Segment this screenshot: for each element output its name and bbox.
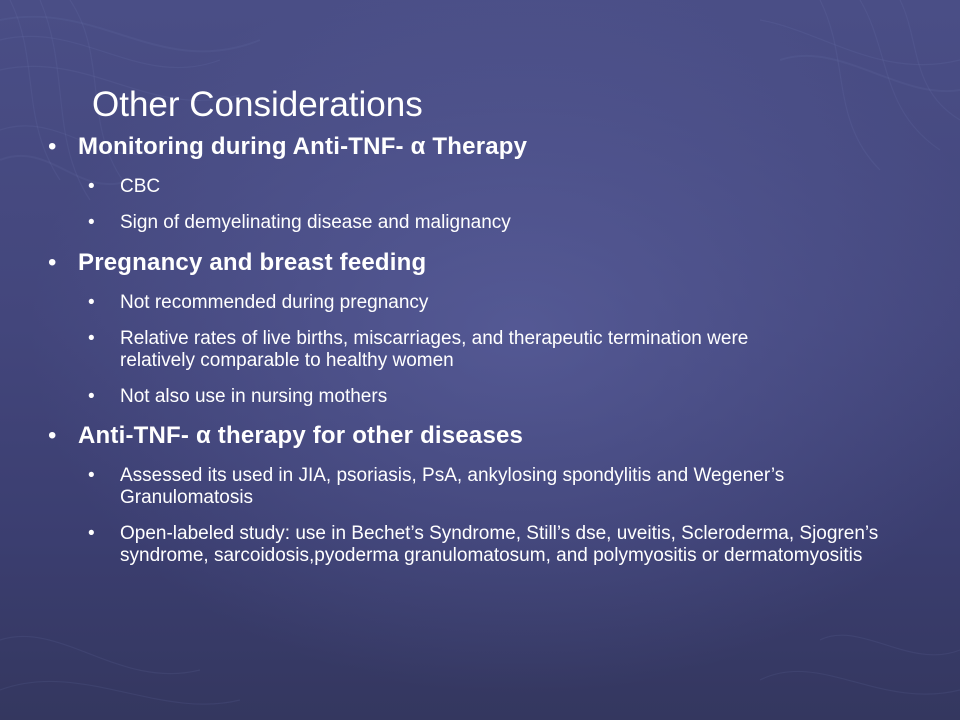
list-item-text: Not recommended during pregnancy [120,292,429,313]
list-item [48,328,908,372]
bullet-icon: • [48,249,57,276]
bullet-icon: • [88,176,95,197]
list-item-text: Sign of demyelinating disease and malignancy [120,212,511,233]
list-item [48,386,908,408]
slide-title: Other Considerations [92,85,423,124]
list-item [48,523,908,567]
list-item-text: Relative rates of live births, miscarriages, and therapeutic termination were relatively comparable to healthy women [120,328,749,371]
list-item [48,176,908,198]
bullet-icon: • [88,523,95,544]
bullet-icon: • [48,133,57,160]
bullet-icon: • [48,422,57,449]
list-item [48,465,908,509]
list-item-text: Assessed its used in JIA, psoriasis, PsA, ankylosing spondylitis and Wegener’s Granulomatosis [120,465,785,508]
list-item-text: Open-labeled study: use in Bechet’s Syndrome, Still’s dse, uveitis, Scleroderma, Sjogren’s syndrome, sarcoidosis,pyoderma granulomatosum, and polymyositis or dermatomyositis [120,523,879,566]
bullet-icon: • [88,292,95,313]
section-heading-text: Monitoring during Anti-TNF- α Therapy [78,133,528,160]
bullet-icon: • [88,328,95,349]
section-heading-text: Anti-TNF- α therapy for other diseases [78,422,524,449]
list-item [48,212,908,234]
bullet-icon: • [88,386,95,407]
list-item-text: CBC [120,176,161,197]
bullet-icon: • [88,465,95,486]
section-heading-other-diseases [48,421,908,451]
section-heading-monitoring [48,132,908,162]
bullet-icon: • [88,212,95,233]
section-heading-pregnancy [48,248,908,278]
list-item-text: Not also use in nursing mothers [120,386,388,407]
section-heading-text: Pregnancy and breast feeding [78,249,427,276]
list-item [48,292,908,314]
slide-content [48,132,908,567]
